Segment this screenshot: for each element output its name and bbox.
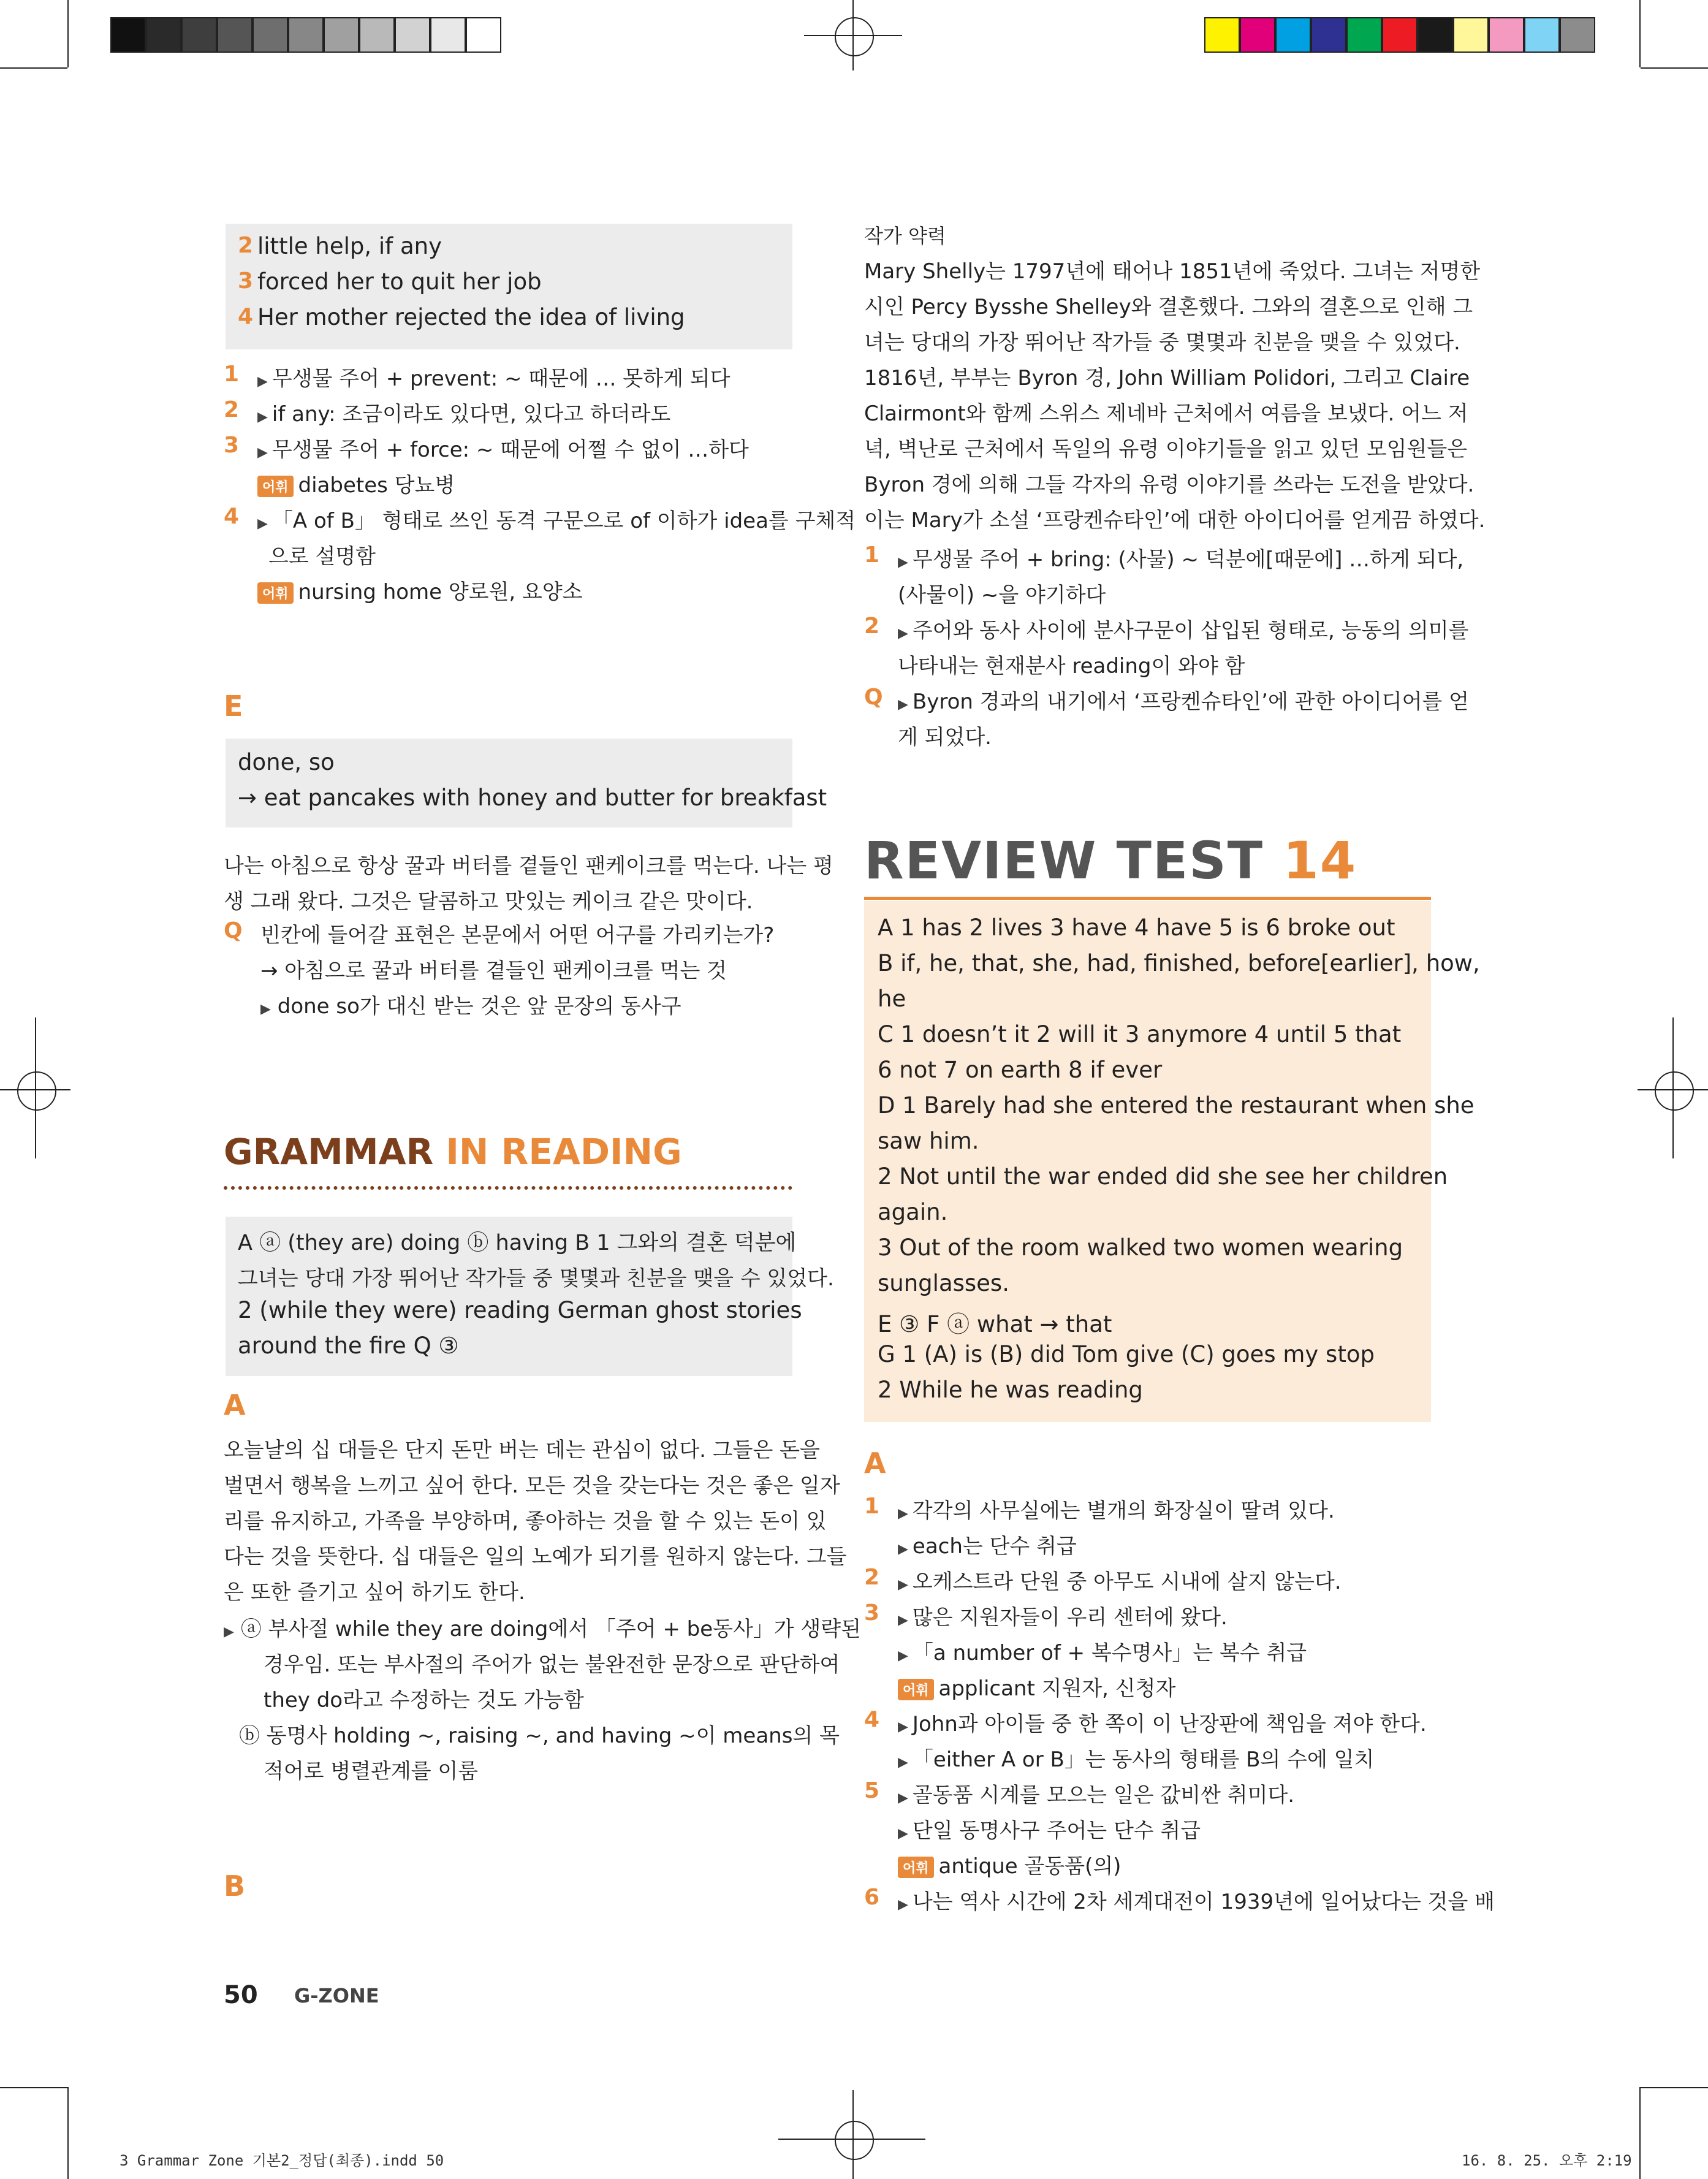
color-swatch	[1240, 17, 1275, 53]
item-text: ▶ 무생물 주어 + bring: (사물) ~ 덕분에[때문에] …하게 되다,	[898, 547, 1464, 572]
item-text: 어휘 nursing home 양로원, 요양소	[257, 575, 583, 605]
review-answer-line: 2 Not until the war ended did she see her children	[878, 1163, 1448, 1190]
gray-swatch	[252, 17, 288, 53]
item-number: 1	[864, 542, 880, 568]
item-number: 2	[238, 233, 254, 258]
triangle-bullet-icon: ▶	[260, 1002, 271, 1017]
grammar-in-reading-title: GRAMMAR IN READING	[224, 1131, 682, 1173]
a-note: they do라고 수정하는 것도 가능함	[264, 1688, 584, 1713]
item-text: 게 되었다.	[898, 725, 992, 750]
review-answer-line: 6 not 7 on earth 8 if ever	[878, 1057, 1163, 1083]
review-answer-line: B if, he, that, she, had, finished, before[earlier], how,	[878, 950, 1480, 976]
item-text: 나타내는 현재분사 reading이 와야 함	[898, 654, 1245, 679]
a-translation-line: 은 또한 즐기고 싶어 하기도 한다.	[224, 1580, 525, 1605]
triangle-bullet-icon: ▶	[898, 1755, 913, 1770]
gray-swatch	[110, 17, 146, 53]
slug-filename: 3 Grammar Zone 기본2_정답(최종).indd 50	[120, 2152, 444, 2169]
review-test-title: REVIEW TEST 14	[864, 831, 1357, 891]
author-bio-line: 시인 Percy Bysshe Shelley와 결혼했다. 그와의 결혼으로 인해 그	[864, 295, 1473, 319]
gir-line: 그녀는 당대 가장 뛰어난 작가들 중 몇몇과 친분을 맺을 수 있었다.	[238, 1266, 834, 1291]
item-text: ▶ Byron 경과의 내기에서 ‘프랑켄슈타인’에 관한 아이디어를 얻	[898, 690, 1469, 714]
color-swatch	[1346, 17, 1382, 53]
triangle-bullet-icon: ▶	[898, 555, 913, 570]
review-answer-line: he	[878, 986, 906, 1012]
review-answer-line: again.	[878, 1199, 948, 1225]
gir-line: 2 (while they were) reading German ghost stories	[238, 1297, 802, 1323]
e-translation-line: 나는 아침으로 항상 꿀과 버터를 곁들인 팬케이크를 먹는다. 나는 평	[224, 854, 833, 878]
author-bio-line: Mary Shelly는 1797년에 태어나 1851년에 죽었다. 그녀는 저명한	[864, 259, 1481, 284]
author-bio-line: 녀는 당대의 가장 뛰어난 작가들 중 몇몇과 친분을 맺을 수 있었다.	[864, 330, 1460, 355]
triangle-bullet-icon: ▶	[898, 1790, 913, 1806]
color-swatch	[1418, 17, 1453, 53]
color-swatch	[1453, 17, 1489, 53]
item-text: (사물이) ~을 야기하다	[898, 583, 1106, 607]
color-swatch	[1382, 17, 1418, 53]
triangle-bullet-icon: ▶	[898, 1577, 913, 1592]
section-letter-e: E	[224, 690, 243, 723]
item-number: Q	[864, 685, 883, 710]
author-bio-line: Clairmont와 함께 스위스 제네바 근처에서 여름을 보냈다. 어느 저	[864, 401, 1468, 426]
a-note: ⓐ 부사절 while they are doing에서 「주어 + be동사」가 생략된	[240, 1617, 861, 1641]
item-number: 4	[238, 304, 254, 329]
triangle-bullet-icon: ▶	[898, 1648, 913, 1664]
section-letter-a-right: A	[864, 1447, 886, 1480]
question-answer-line: → 아침으로 꿀과 버터를 곁들인 팬케이크를 먹는 것	[260, 959, 727, 983]
item-text: ▶ 무생물 주어 + prevent: ~ 때문에 … 못하게 되다	[257, 367, 731, 391]
item-text: ▶ John과 아이들 중 한 쪽이 이 난장판에 책임을 져야 한다.	[898, 1712, 1427, 1736]
color-swatch	[1489, 17, 1524, 53]
review-answer-line: G 1 (A) is (B) did Tom give (C) goes my stop	[878, 1341, 1375, 1367]
e-translation-line: 생 그래 왔다. 그것은 달콤하고 맛있는 케이크 같은 맛이다.	[224, 889, 753, 914]
item-text: 어휘 applicant 지원자, 신청자	[898, 1671, 1175, 1702]
review-answer-line: 2 While he was reading	[878, 1377, 1143, 1403]
gray-swatch	[466, 17, 501, 53]
gray-swatch	[359, 17, 395, 53]
item-text: ▶ 많은 지원자들이 우리 센터에 왔다.	[898, 1605, 1228, 1630]
item-text: ▶ 골동품 시계를 모으는 일은 값비싼 취미다.	[898, 1783, 1295, 1808]
a-note: 경우임. 또는 부사절의 주어가 없는 불완전한 문장으로 판단하여	[264, 1652, 840, 1677]
item-text: ▶ 「either A or B」는 동사의 형태를 B의 수에 일치	[898, 1747, 1375, 1772]
item-number: 3	[224, 433, 240, 458]
color-swatch	[1204, 17, 1240, 53]
slug-date: 16. 8. 25. 오후 2:19	[1462, 2152, 1632, 2169]
box-e-line: done, so	[238, 749, 335, 775]
color-swatch	[1524, 17, 1560, 53]
a-translation-line: 벌면서 행복을 느끼고 싶어 한다. 모든 것을 갖는다는 것은 좋은 일자	[224, 1474, 840, 1498]
author-bio-title: 작가 약력	[864, 224, 946, 248]
triangle-bullet-icon: ▶	[898, 1897, 913, 1912]
vocab-badge: 어휘	[898, 1679, 934, 1700]
color-swatch	[1560, 17, 1595, 53]
gray-swatch	[288, 17, 324, 53]
item-text: ▶ 「a number of + 복수명사」는 복수 취급	[898, 1641, 1307, 1665]
review-answer-line: sunglasses.	[878, 1270, 1009, 1296]
item-text: ▶ 단일 동명사구 주어는 단수 취급	[898, 1819, 1201, 1843]
section-letter-a-left: A	[224, 1388, 246, 1421]
question-note: done so가 대신 받는 것은 앞 문장의 동사구	[277, 994, 681, 1019]
item-text: ▶ if any: 조금이라도 있다면, 있다고 하더라도	[257, 402, 671, 427]
item-text: little help, if any	[257, 233, 442, 259]
review-answer-line: saw him.	[878, 1128, 979, 1154]
triangle-bullet-icon: ▶	[898, 697, 913, 712]
triangle-bullet-icon: ▶	[898, 626, 913, 641]
color-swatch	[1311, 17, 1346, 53]
item-text: ▶ each는 단수 취급	[898, 1534, 1077, 1559]
box-e-line: → eat pancakes with honey and butter for breakfast	[238, 785, 827, 811]
gray-swatch	[395, 17, 430, 53]
vocab-badge: 어휘	[257, 476, 294, 497]
triangle-bullet-icon: ▶	[898, 1542, 913, 1557]
dotted-divider	[224, 1186, 792, 1190]
item-number: 2	[864, 614, 880, 639]
review-answer-line: C 1 doesn’t it 2 will it 3 anymore 4 until 5 that	[878, 1021, 1402, 1048]
a-note: ⓑ 동명사 holding ~, raising ~, and having ~이 means의 목	[239, 1724, 840, 1748]
item-number: 6	[864, 1885, 880, 1910]
triangle-bullet-icon: ▶	[257, 516, 272, 531]
author-bio-line: Byron 경에 의해 그들 각자의 유령 이야기를 쓰라는 도전을 받았다.	[864, 473, 1475, 497]
author-bio-line: 이는 Mary가 소설 ‘프랑켄슈타인’에 대한 아이디어를 얻게끔 하였다.	[864, 508, 1486, 533]
item-number: 3	[238, 268, 254, 294]
section-letter-b: B	[224, 1869, 246, 1903]
vocab-badge: 어휘	[257, 582, 294, 604]
gray-swatch	[146, 17, 181, 53]
item-text: ▶ 「A of B」 형태로 쓰인 동격 구문으로 of 이하가 idea를 구체적	[257, 509, 856, 533]
brand-label: G-ZONE	[294, 1984, 379, 2007]
review-answer-line: D 1 Barely had she entered the restaurant when she	[878, 1092, 1475, 1119]
a-note: 적어로 병렬관계를 이룸	[264, 1759, 479, 1784]
item-number: 2	[864, 1565, 880, 1590]
gray-swatch	[217, 17, 252, 53]
item-number: 4	[864, 1707, 880, 1732]
item-number: 5	[864, 1778, 880, 1803]
review-answer-line: E ③ F ⓐ what → that	[878, 1311, 1112, 1337]
triangle-bullet-icon: ▶	[898, 1719, 913, 1735]
gray-swatch	[324, 17, 359, 53]
question-line: 빈칸에 들어갈 표현은 본문에서 어떤 어구를 가리키는가?	[260, 923, 775, 948]
triangle-bullet-icon: ▶	[257, 374, 272, 389]
author-bio-line: 1816년, 부부는 Byron 경, John William Polidori, 그리고 Claire	[864, 366, 1470, 390]
a-translation-line: 다는 것을 뜻한다. 십 대들은 일의 노예가 되기를 원하지 않는다. 그들	[224, 1545, 847, 1569]
gir-line: A ⓐ (they are) doing ⓑ having B 1 그와의 결혼 덕분에	[238, 1231, 797, 1255]
item-text: 어휘 antique 골동품(의)	[898, 1849, 1121, 1879]
review-answer-line: A 1 has 2 lives 3 have 4 have 5 is 6 broke out	[878, 915, 1395, 941]
triangle-bullet-icon: ▶	[898, 1506, 913, 1521]
triangle-bullet-icon: ▶	[257, 409, 272, 425]
item-text: Her mother rejected the idea of living	[257, 304, 685, 330]
item-number: 4	[224, 504, 240, 529]
triangle-bullet-icon: ▶	[898, 1826, 913, 1841]
author-bio-line: 녁, 벽난로 근처에서 독일의 유령 이야기들을 읽고 있던 모임원들은	[864, 437, 1468, 462]
review-test-rule	[864, 897, 1431, 900]
item-text: ▶ 주어와 동사 사이에 분사구문이 삽입된 형태로, 능동의 의미를	[898, 618, 1469, 643]
item-text: 어휘 diabetes 당뇨병	[257, 468, 455, 498]
gir-line: around the fire Q ③	[238, 1333, 459, 1359]
item-number: 1	[224, 362, 240, 387]
review-answer-line: 3 Out of the room walked two women wearing	[878, 1234, 1403, 1261]
triangle-bullet-icon: ▶	[898, 1613, 913, 1628]
triangle-bullet-icon: ▶	[224, 1624, 234, 1640]
triangle-bullet-icon: ▶	[257, 445, 272, 460]
item-text: ▶ 오케스트라 단원 중 아무도 시내에 살지 않는다.	[898, 1570, 1342, 1594]
item-text: forced her to quit her job	[257, 268, 542, 295]
question-marker: Q	[224, 918, 243, 943]
gray-swatch	[430, 17, 466, 53]
item-text: ▶ 무생물 주어 + force: ~ 때문에 어쩔 수 없이 …하다	[257, 438, 749, 462]
item-number: 2	[224, 397, 240, 422]
item-text: ▶ 나는 역사 시간에 2차 세계대전이 1939년에 일어났다는 것을 배	[898, 1890, 1495, 1914]
vocab-badge: 어휘	[898, 1857, 934, 1878]
page-number: 50	[224, 1981, 258, 2009]
item-number: 1	[864, 1494, 880, 1519]
gray-swatch	[181, 17, 217, 53]
a-translation-line: 리를 유지하고, 가족을 부양하며, 좋아하는 것을 할 수 있는 돈이 있	[224, 1509, 827, 1534]
item-text: 으로 설명함	[268, 544, 376, 569]
item-text: ▶ 각각의 사무실에는 별개의 화장실이 딸려 있다.	[898, 1499, 1335, 1523]
a-translation-line: 오늘날의 십 대들은 단지 돈만 버는 데는 관심이 없다. 그들은 돈을	[224, 1438, 820, 1462]
item-number: 3	[864, 1600, 880, 1626]
color-swatch	[1275, 17, 1311, 53]
